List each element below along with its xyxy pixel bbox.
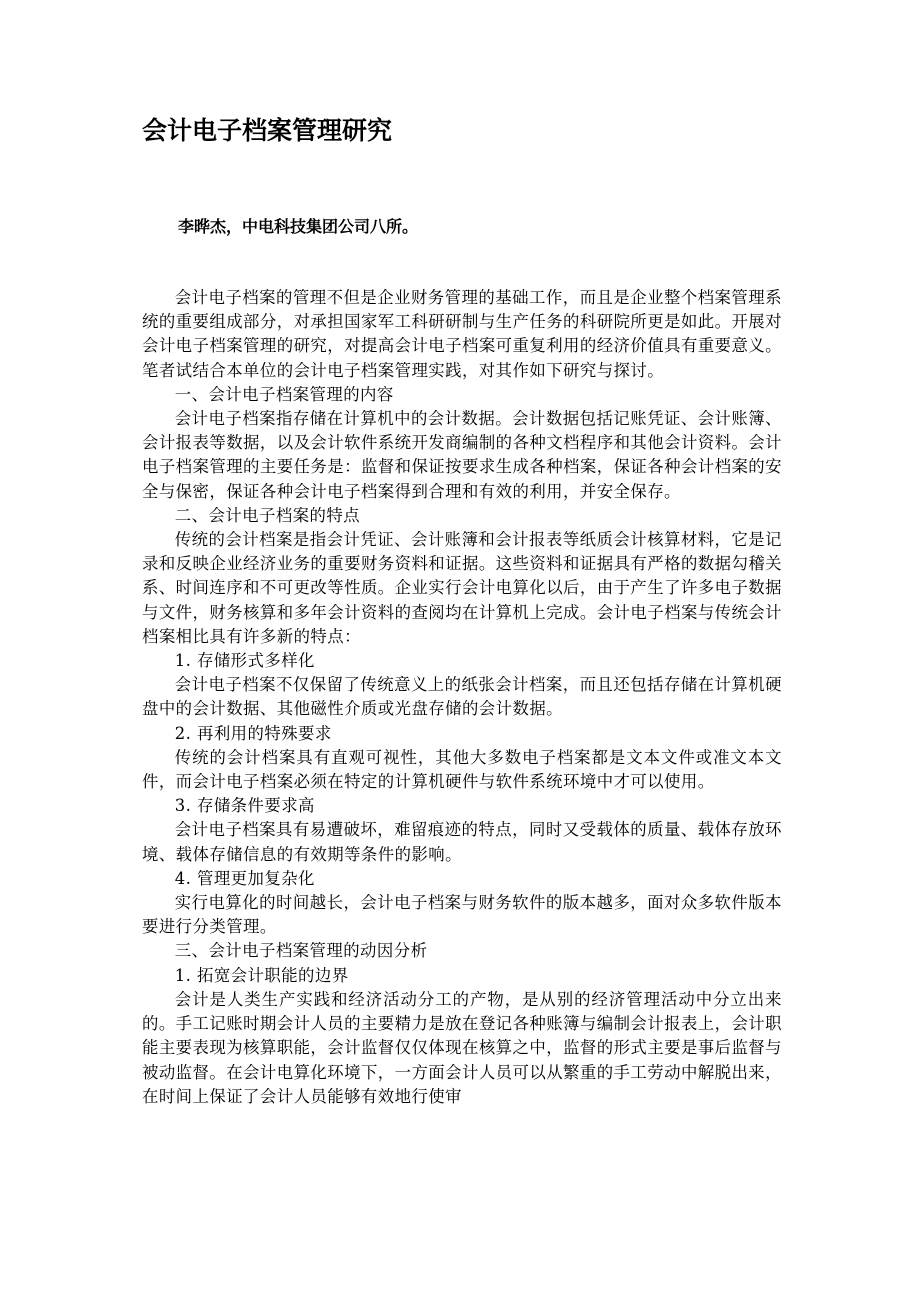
body-paragraph: 会计电子档案不仅保留了传统意义上的纸张会计档案，而且还包括存储在计算机硬盘中的会计数据、其他磁性介质或光盘存储的会计数据。	[142, 675, 782, 719]
body-paragraph: 实行电算化的时间越长，会计电子档案与财务软件的版本越多，面对众多软件版本要进行分类管理。	[142, 893, 782, 937]
section-heading-3: 三、会计电子档案管理的动因分析	[174, 941, 428, 961]
section-heading-2: 二、会计电子档案的特点	[174, 505, 361, 525]
document-body	[142, 286, 782, 1109]
subheading-3: 3. 存储条件要求高	[174, 796, 315, 816]
body-paragraph: 会计是人类生产实践和经济活动分工的产物，是从别的经济管理活动中分立出来的。手工记账时期会计人员的主要精力是放在登记各种账簿与编制会计报表上，会计职能主要表现为核算职能，会计监督仅仅体现在核算之中，监督的形式主要是事后监督与被动监督。在会计电算化环境下，一方面会计人员可以从繁重的手工劳动中解脱出来，在时间上保证了会计人员能够有效地行使审	[142, 989, 782, 1106]
section-heading-1: 一、会计电子档案管理的内容	[174, 384, 394, 404]
subheading-2: 2. 再利用的特殊要求	[174, 723, 332, 743]
intro-paragraph: 会计电子档案的管理不但是企业财务管理的基础工作，而且是企业整个档案管理系统的重要组成部分，对承担国家军工科研研制与生产任务的科研院所更是如此。开展对会计电子档案管理的研究，对提高会计电子档案可重复利用的经济价值具有重要意义。笔者试结合本单位的会计电子档案管理实践，对其作如下研究与探讨。	[142, 288, 782, 380]
body-paragraph: 传统的会计档案是指会计凭证、会计账簿和会计报表等纸质会计核算材料，它是记录和反映企业经济业务的重要财务资料和证据。这些资料和证据具有严格的数据勾稽关系、时间连序和不可更改等性质。企业实行会计电算化以后，由于产生了许多电子数据与文件，财务核算和多年会计资料的查阅均在计算机上完成。会计电子档案与传统会计档案相比具有许多新的特点：	[142, 530, 782, 646]
document-title: 会计电子档案管理研究	[142, 116, 393, 145]
body-paragraph: 传统的会计档案具有直观可视性，其他大多数电子档案都是文本文件或准文本文件，而会计电子档案必须在特定的计算机硬件与软件系统环境中才可以使用。	[142, 747, 782, 792]
body-paragraph: 会计电子档案指存储在计算机中的会计数据。会计数据包括记账凭证、会计账簿、会计报表等数据，以及会计软件系统开发商编制的各种文档程序和其他会计资料。会计电子档案管理的主要任务是：监督和保证按要求生成各种档案，保证各种会计档案的安全与保密，保证各种会计电子档案得到合理和有效的利用，并安全保存。	[142, 409, 782, 501]
subheading-1: 1. 存储形式多样化	[174, 651, 315, 671]
author-line: 李晔杰，中电科技集团公司八所。	[178, 217, 419, 236]
subheading-4: 4. 管理更加复杂化	[174, 868, 315, 888]
body-paragraph: 会计电子档案具有易遭破坏，难留痕迹的特点，同时又受载体的质量、载体存放环境、载体存储信息的有效期等条件的影响。	[142, 820, 782, 864]
subheading-5: 1. 拓宽会计职能的边界	[174, 965, 349, 985]
